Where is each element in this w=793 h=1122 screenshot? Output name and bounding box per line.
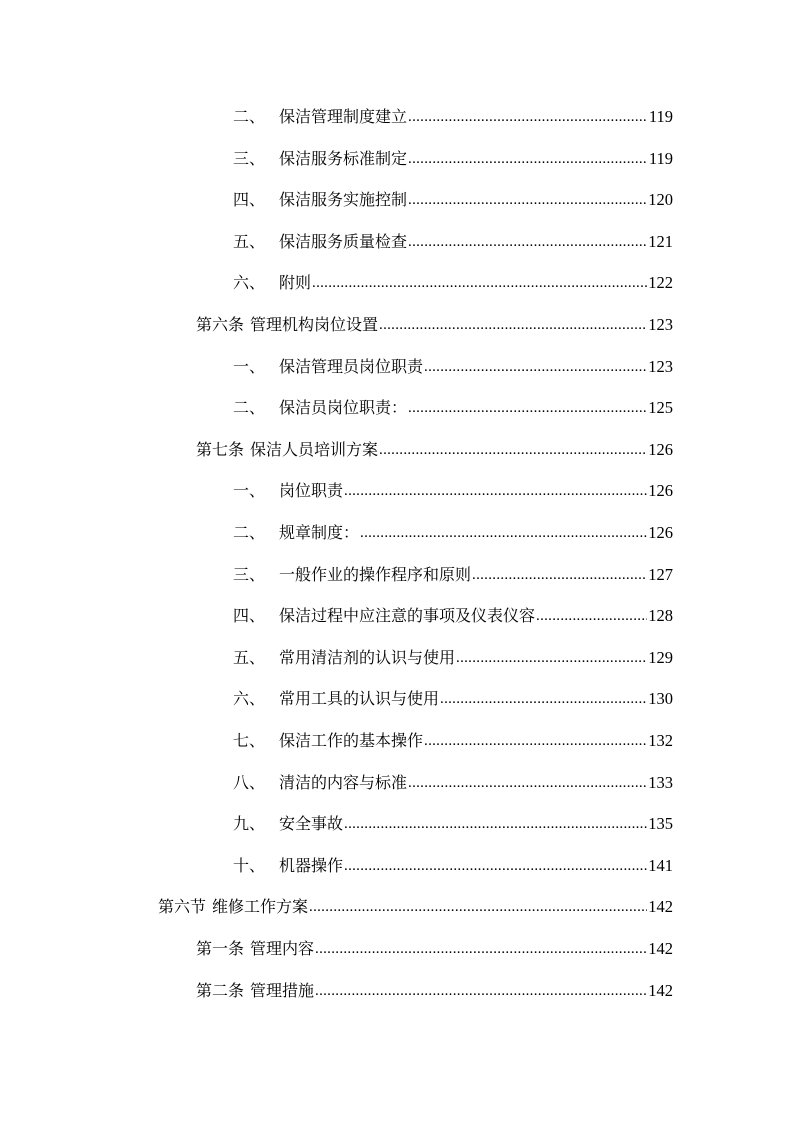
toc-entry-page: 141	[648, 855, 673, 875]
toc-entry-title: 管理机构岗位设置	[250, 315, 379, 334]
toc-entry[interactable]	[233, 645, 673, 671]
dot-leader	[344, 811, 647, 837]
toc-entry-page: 123	[648, 315, 673, 334]
toc-entry-number: 五、	[233, 647, 266, 667]
toc-entry-page: 126	[648, 439, 673, 459]
toc-entry[interactable]	[233, 478, 673, 504]
toc-entry-number: 二、	[233, 523, 266, 542]
dot-leader	[360, 520, 647, 546]
toc-entry-title: 管理内容	[250, 939, 315, 958]
toc-entry-number: 第六条	[196, 315, 245, 334]
dot-leader	[379, 312, 647, 338]
dot-leader	[408, 187, 647, 213]
toc-entry-number: 七、	[233, 731, 266, 750]
toc-entry[interactable]	[233, 562, 673, 588]
toc-entry-number: 十、	[233, 855, 266, 875]
toc-entry[interactable]	[233, 853, 673, 879]
toc-entry-title: 清洁的内容与标准	[279, 772, 408, 792]
dot-leader	[312, 270, 647, 296]
toc-entry-title: 保洁服务实施控制	[279, 190, 408, 210]
toc-entry-title: 保洁服务标准制定	[279, 148, 408, 168]
toc-entry-title: 保洁员岗位职责：	[279, 398, 408, 418]
toc-entry-page: 127	[648, 564, 673, 584]
dot-leader	[472, 562, 647, 588]
toc-entry[interactable]	[233, 603, 673, 629]
toc-entry[interactable]	[233, 728, 673, 754]
dot-leader	[344, 853, 647, 879]
toc-entry[interactable]	[196, 978, 673, 1004]
toc-entry[interactable]	[233, 770, 673, 796]
dot-leader	[315, 978, 647, 1004]
dot-leader	[440, 686, 647, 712]
dot-leader	[424, 728, 647, 754]
toc-entry-page: 126	[648, 481, 673, 501]
toc-entry-page: 132	[648, 731, 673, 750]
toc-entry[interactable]	[233, 520, 673, 546]
toc-entry[interactable]	[196, 936, 673, 962]
toc-entry-title: 保洁工作的基本操作	[279, 731, 424, 750]
toc-entry-number: 三、	[233, 148, 266, 168]
toc-entry-number: 第七条	[196, 439, 245, 459]
toc-entry-page: 121	[648, 231, 673, 251]
toc-entry[interactable]	[196, 437, 673, 463]
toc-entry-page: 123	[648, 356, 673, 376]
dot-leader	[536, 603, 647, 629]
toc-entry-page: 142	[648, 897, 673, 917]
toc-entry-number: 一、	[233, 356, 266, 376]
toc-entry-number: 九、	[233, 814, 266, 834]
dot-leader	[379, 437, 647, 463]
dot-leader	[315, 936, 647, 962]
toc-entry-title: 保洁管理员岗位职责	[279, 356, 424, 376]
dot-leader	[456, 645, 647, 671]
dot-leader	[408, 770, 647, 796]
toc-entry-page: 128	[648, 606, 673, 626]
toc-entry-page: 120	[648, 190, 673, 210]
toc-entry-number: 一、	[233, 481, 266, 501]
toc-entry-page: 122	[648, 273, 673, 293]
toc-entry-number: 八、	[233, 772, 266, 792]
toc-entry-page: 142	[648, 980, 673, 1000]
toc-entry-page: 135	[648, 814, 673, 834]
toc-entry-page: 126	[648, 523, 673, 542]
toc-entry-title: 岗位职责	[279, 481, 344, 501]
toc-entry-page: 119	[648, 148, 673, 168]
toc-entry-number: 第六节	[158, 897, 207, 917]
toc-entry-number: 五、	[233, 231, 266, 251]
toc-entry[interactable]	[158, 894, 673, 920]
toc-entry-title: 保洁过程中应注意的事项及仪表仪容	[279, 606, 536, 626]
dot-leader	[344, 478, 647, 504]
toc-entry[interactable]	[196, 312, 673, 338]
toc-entry-title: 机器操作	[279, 855, 344, 875]
toc-entry-number: 二、	[233, 398, 266, 418]
dot-leader	[408, 146, 648, 172]
toc-entry-number: 六、	[233, 273, 266, 293]
dot-leader	[408, 104, 648, 130]
toc-entry-number: 第二条	[196, 980, 245, 1000]
toc-entry-page: 142	[648, 939, 673, 958]
toc-entry-title: 保洁人员培训方案	[250, 439, 379, 459]
toc-entry-page: 133	[648, 772, 673, 792]
toc-entry-title: 保洁服务质量检查	[279, 231, 408, 251]
toc-entry-number: 二、	[233, 107, 266, 126]
toc-entry-title: 规章制度：	[279, 523, 360, 542]
toc-entry-page: 119	[648, 107, 673, 126]
toc-entry[interactable]	[233, 395, 673, 421]
toc-entry-number: 四、	[233, 190, 266, 210]
toc-entry-page: 125	[648, 398, 673, 418]
toc-entry[interactable]	[233, 270, 673, 296]
dot-leader	[408, 229, 647, 255]
toc-entry[interactable]	[233, 686, 673, 712]
toc-entry-title: 维修工作方案	[212, 897, 309, 917]
toc-entry-title: 保洁管理制度建立	[279, 107, 408, 126]
toc-entry-title: 常用清洁剂的认识与使用	[279, 647, 456, 667]
toc-entry-number: 四、	[233, 606, 266, 626]
toc-entry-page: 129	[648, 647, 673, 667]
toc-entry-page: 130	[648, 689, 673, 709]
toc-entry[interactable]	[233, 146, 673, 172]
toc-entry[interactable]	[233, 104, 673, 130]
toc-entry[interactable]	[233, 229, 673, 255]
toc-entry[interactable]	[233, 811, 673, 837]
dot-leader	[309, 894, 647, 920]
toc-entry-number: 三、	[233, 564, 266, 584]
dot-leader	[408, 395, 647, 421]
toc-entry-title: 管理措施	[250, 980, 315, 1000]
toc-entry-title: 安全事故	[279, 814, 344, 834]
toc-entry-title: 附则	[279, 273, 312, 293]
toc-entry-title: 一般作业的操作程序和原则	[279, 564, 472, 584]
dot-leader	[424, 354, 647, 380]
toc-entry[interactable]	[233, 354, 673, 380]
toc-entry-number: 六、	[233, 689, 266, 709]
toc-entry[interactable]	[233, 187, 673, 213]
toc-entry-number: 第一条	[196, 939, 245, 958]
toc-entry-title: 常用工具的认识与使用	[279, 689, 440, 709]
